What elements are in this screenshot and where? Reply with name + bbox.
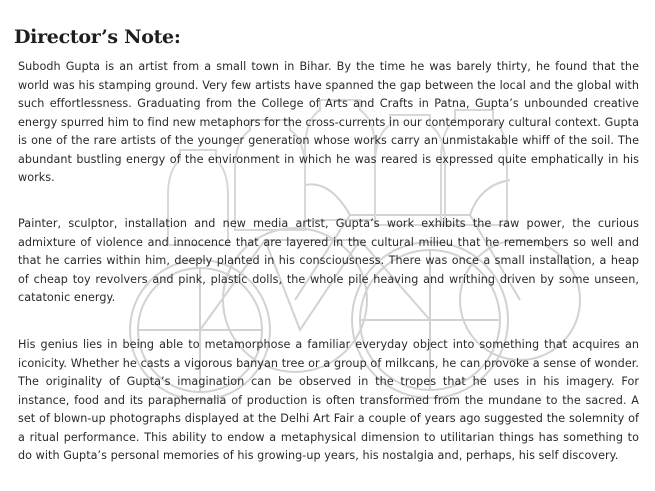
- paragraph-genius: His genius lies in being able to metamorphose a familiar everyday object into something that acquires an iconicity. Whether he casts a vigorous banyan tree or a group of milkcans, he can provoke a sense of wonder. The originality of Gupta’s imagination can be observed in the tropes that he uses in his imagery. For instance, food and its paraphernalia of production is often transformed from the mundane to the sacred. A set of blown-up photographs displayed at the Delhi Art Fair a couple of years ago suggested the solemnity of a ritual performance. This ability to endow a metaphysical dimension to utilitarian things has something to do with Gupta’s personal memories of his growing-up years, his nostalgia and, perhaps, his self discovery.: [18, 338, 639, 462]
- paragraph-artist-work: Painter, sculptor, installation and new media artist, Gupta’s work exhibits the raw power, the curious admixture of violence and innocence that are layered in the cultural milieu that he remembers so well and that he carries within him, deeply planted in his consciousness. There was once a small installation, a heap of cheap toy revolvers and pink, plastic dolls, the whole pile heaving and writhing driven by some unseen, catatonic energy.: [18, 217, 639, 304]
- page-title: Director’s Note:: [14, 26, 181, 48]
- paragraph-intro: Subodh Gupta is an artist from a small town in Bihar. By the time he was barely thirty, he found that the world was his stamping ground. Very few artists have spanned the gap between the local and the global with such effortlessness. Graduating from the College of Arts and Crafts in Patna, Gupta’s unbounded creative energy spurred him to find new metaphors for the cross-currents in our contemporary cultural context. Gupta is one of the rare artists of the younger generation whose works carry an unmistakable whiff of the soil. The abundant bustling energy of the environment in which he was reared is expressed quite emphatically in his works.: [18, 60, 639, 184]
